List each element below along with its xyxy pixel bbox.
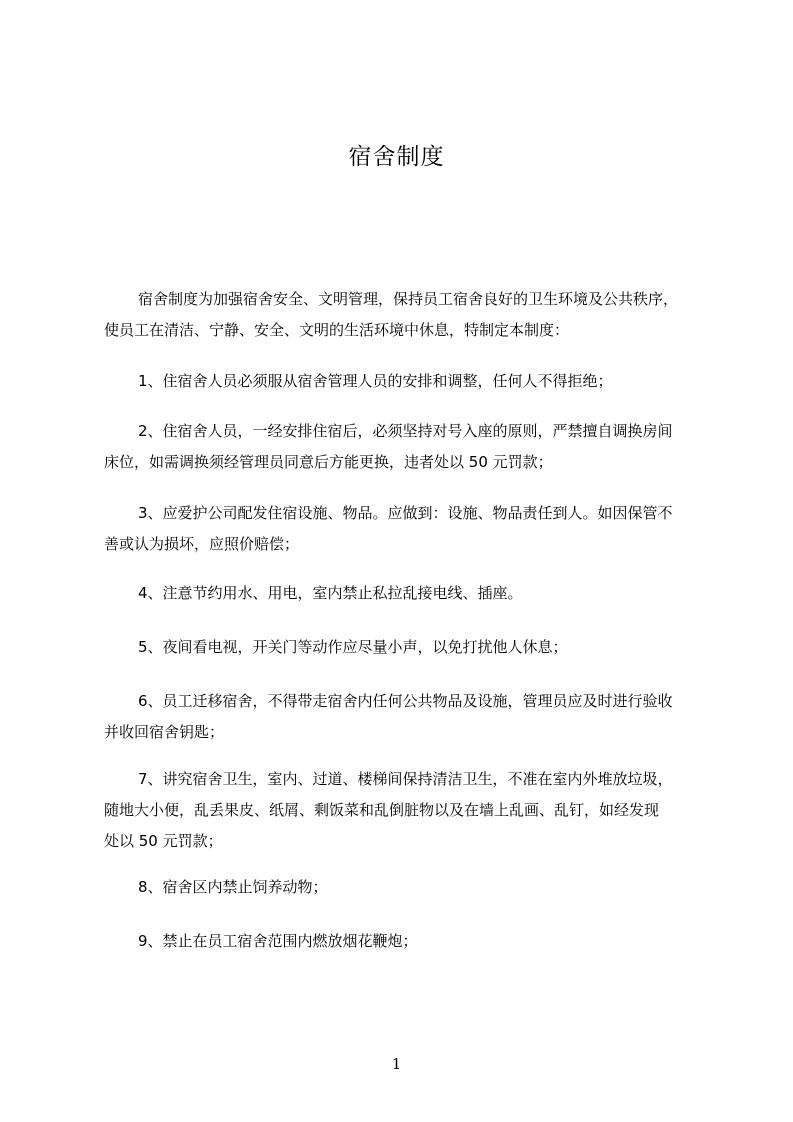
rule-4 — [104, 578, 716, 609]
rule-line: 7、讲究宿舍卫生，室内、过道、楼梯间保持清洁卫生，不准在室内外堆放垃圾， — [138, 770, 673, 788]
rule-1 — [104, 366, 716, 397]
rule-line: 处以 50 元罚款； — [104, 832, 223, 850]
rule-8 — [104, 872, 716, 903]
intro-line: 宿舍制度为加强宿舍安全、文明管理，保持员工宿舍良好的卫生环境及公共秩序， — [138, 290, 679, 308]
rule-line: 1、住宿舍人员必须服从宿舍管理人员的安排和调整，任何人不得拒绝； — [138, 372, 613, 390]
rule-line: 8、宿舍区内禁止饲养动物； — [138, 878, 328, 896]
intro-paragraph — [104, 284, 716, 346]
rule-line: 2、住宿舍人员，一经安排住宿后，必须坚持对号入座的原则，严禁擅自调换房间 — [138, 422, 673, 440]
rule-6 — [104, 686, 716, 748]
rule-2 — [104, 416, 716, 478]
page-number: 1 — [391, 1055, 402, 1073]
rule-7 — [104, 764, 716, 857]
rule-9 — [104, 926, 716, 957]
rule-line: 4、注意节约用水、用电，室内禁止私拉乱接电线、插座。 — [138, 584, 523, 602]
rule-line: 并收回宿舍钥匙； — [104, 723, 225, 741]
page-title: 宿舍制度 — [348, 144, 445, 170]
intro-line: 使员工在清洁、宁静、安全、文明的生活环境中休息，特制定本制度： — [104, 321, 570, 339]
rule-line: 善或认为损坏，应照价赔偿； — [104, 535, 300, 553]
rule-3 — [104, 498, 716, 560]
rule-line: 随地大小便，乱丢果皮、纸屑、剩饭菜和乱倒脏物以及在墙上乱画、乱钉，如经发现 — [104, 801, 660, 819]
rule-line: 6、员工迁移宿舍，不得带走宿舍内任何公共物品及设施，管理员应及时进行验收 — [138, 692, 673, 710]
rule-line: 5、夜间看电视，开关门等动作应尽量小声，以免打扰他人休息； — [138, 638, 568, 656]
rule-line: 9、禁止在员工宿舍范围内燃放烟花鞭炮； — [138, 932, 418, 950]
rule-line: 3、应爱护公司配发住宿设施、物品。应做到：设施、物品责任到人。如因保管不 — [138, 504, 673, 522]
rule-5 — [104, 632, 716, 663]
rule-line: 床位，如需调换须经管理员同意后方能更换，违者处以 50 元罚款； — [104, 453, 553, 471]
